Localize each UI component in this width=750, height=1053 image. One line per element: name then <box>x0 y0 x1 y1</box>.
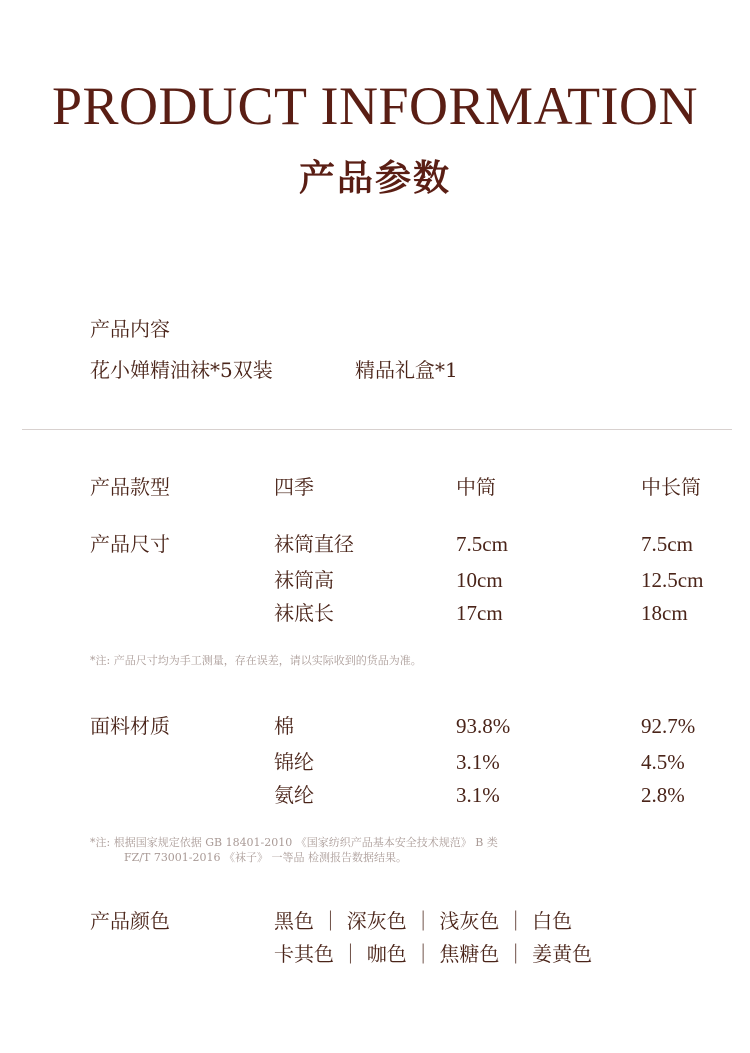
content-item-socks: 花小婵精油袜*5双装 <box>90 358 273 382</box>
page-title-english: PRODUCT INFORMATION <box>51 76 699 136</box>
size-row-mid: 7.5cm <box>456 532 508 556</box>
style-mid-tube: 中筒 <box>456 475 496 499</box>
material-note-line1: *注: 根据国家规定依据 GB 18401-2010 《国家纺织产品基本安全技术规范》 B 类 <box>90 836 498 849</box>
material-row-midlong: 4.5% <box>641 750 685 774</box>
size-row-mid: 10cm <box>456 568 503 592</box>
material-label: 面料材质 <box>90 714 170 738</box>
material-row-name: 锦纶 <box>274 750 314 774</box>
size-row-midlong: 12.5cm <box>641 568 704 592</box>
content-item-giftbox: 精品礼盒*1 <box>355 358 458 382</box>
colors-label: 产品颜色 <box>90 909 170 933</box>
section-divider <box>22 429 732 430</box>
material-row-midlong: 92.7% <box>641 714 696 738</box>
size-row-mid: 17cm <box>456 601 503 625</box>
size-note: *注: 产品尺寸均为手工测量，存在误差，请以实际收到的货品为准。 <box>90 654 422 667</box>
material-row-midlong: 2.8% <box>641 783 685 807</box>
colors-line2: 卡其色 ｜ 咖色 ｜ 焦糖色 ｜ 姜黄色 <box>274 942 593 966</box>
size-row-midlong: 7.5cm <box>641 532 693 556</box>
colors-line1: 黑色 ｜ 深灰色 ｜ 浅灰色 ｜ 白色 <box>274 909 573 933</box>
style-season: 四季 <box>274 475 314 499</box>
material-row-name: 棉 <box>274 714 294 738</box>
size-row-name: 袜筒高 <box>274 568 334 592</box>
page-title-chinese: 产品参数 <box>298 157 451 199</box>
material-row-mid: 3.1% <box>456 750 500 774</box>
material-row-mid: 3.1% <box>456 783 500 807</box>
size-label: 产品尺寸 <box>90 532 170 556</box>
style-mid-long-tube: 中长筒 <box>641 475 701 499</box>
material-note-line2: FZ/T 73001-2016 《袜子》 一等品 检测报告数据结果。 <box>124 851 408 864</box>
size-row-midlong: 18cm <box>641 601 688 625</box>
material-row-mid: 93.8% <box>456 714 511 738</box>
material-row-name: 氨纶 <box>274 783 314 807</box>
size-row-name: 袜筒直径 <box>274 532 354 556</box>
style-label: 产品款型 <box>90 475 170 499</box>
size-row-name: 袜底长 <box>274 601 334 625</box>
content-label: 产品内容 <box>90 317 170 341</box>
